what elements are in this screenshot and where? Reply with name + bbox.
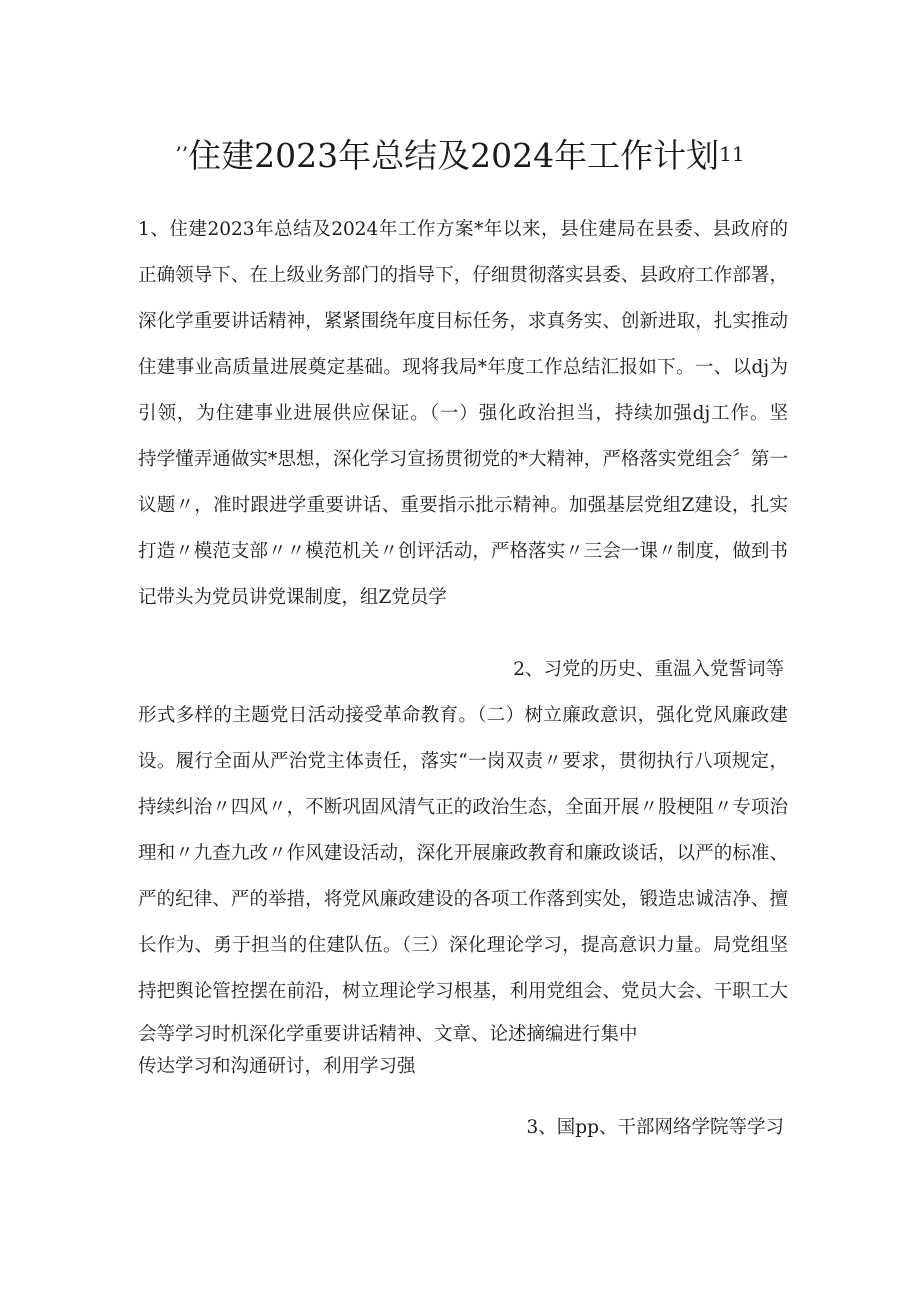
paragraph-line: 理和〃九查九改〃作风建设活动，深化开展廉政教育和廉政谈话，以严的标准、 bbox=[138, 843, 788, 864]
paragraph-3 bbox=[138, 1105, 788, 1151]
paragraph-2 bbox=[138, 647, 788, 1087]
paragraph-line: 持把舆论管控摆在前沿，树立理论学习根基，利用党组会、党员大会、干职工大 bbox=[138, 981, 788, 1002]
paragraph-2-heading-line: 2、习党的历史、重温入党誓词等 bbox=[513, 659, 784, 680]
paragraph-line: 形式多样的主题党日活动接受革命教育。（二）树立廉政意识，强化党风廉政建 bbox=[138, 705, 788, 726]
paragraph-line: 1、住建2023年总结及2024年工作方案*年以来，县住建局在县委、县政府的 bbox=[138, 219, 788, 240]
paragraph-line: 正确领导下、在上级业务部门的指导下，仔细贯彻落实县委、县政府工作部署， bbox=[138, 265, 788, 286]
paragraph-line: 持学懂弄通做实*思想，深化学习宣扬贯彻党的*大精神，严格落实党组会〞第一 bbox=[138, 449, 788, 470]
paragraph-line: 长作为、勇于担当的住建队伍。（三）深化理论学习，提高意识力量。局党组坚 bbox=[138, 935, 788, 956]
document-title bbox=[0, 132, 920, 178]
paragraph-line: 传达学习和沟通研讨，利用学习强 bbox=[138, 1056, 416, 1077]
paragraph-1 bbox=[138, 207, 788, 621]
paragraph-line: 设。履行全面从严治党主体责任，落实“一岗双责〃要求，贯彻执行八项规定， bbox=[138, 751, 788, 772]
title-lead-marks: ’’ bbox=[175, 142, 189, 166]
paragraph-line: 引领，为住建事业进展供应保证。（一）强化政治担当，持续加强dj工作。坚 bbox=[138, 403, 788, 424]
title-tail-marks: 11 bbox=[719, 142, 745, 166]
paragraph-3-heading-line: 3、国pp、干部网络学院等学习 bbox=[526, 1117, 784, 1138]
paragraph-line: 严的纪律、严的举措，将党风廉政建设的各项工作落到实处，锻造忠诚洁净、擅 bbox=[138, 889, 788, 910]
paragraph-line: 持续纠治〃四风〃，不断巩固风清气正的政治生态，全面开展〃股梗阻〃专项治 bbox=[138, 797, 788, 818]
paragraph-line: 会等学习时机深化学重要讲话精神、文章、论述摘编进行集中 bbox=[138, 1024, 638, 1045]
paragraph-line: 打造〃模范支部〃〃模范机关〃创评活动，严格落实〃三会一课〃制度，做到书 bbox=[138, 541, 788, 562]
paragraph-line: 记带头为党员讲党课制度，组Z党员学 bbox=[138, 587, 447, 608]
title-text: 住建2023年总结及2024年工作计划 bbox=[188, 136, 720, 175]
paragraph-line: 住建事业高质量进展奠定基础。现将我局*年度工作总结汇报如下。一、以dj为 bbox=[138, 357, 788, 378]
paragraph-line: 深化学重要讲话精神，紧紧围绕年度目标任务，求真务实、创新进取，扎实推动 bbox=[138, 311, 788, 332]
paragraph-line: 议题〃，准时跟进学重要讲话、重要指示批示精神。加强基层党组Z建设，扎实 bbox=[138, 495, 788, 516]
